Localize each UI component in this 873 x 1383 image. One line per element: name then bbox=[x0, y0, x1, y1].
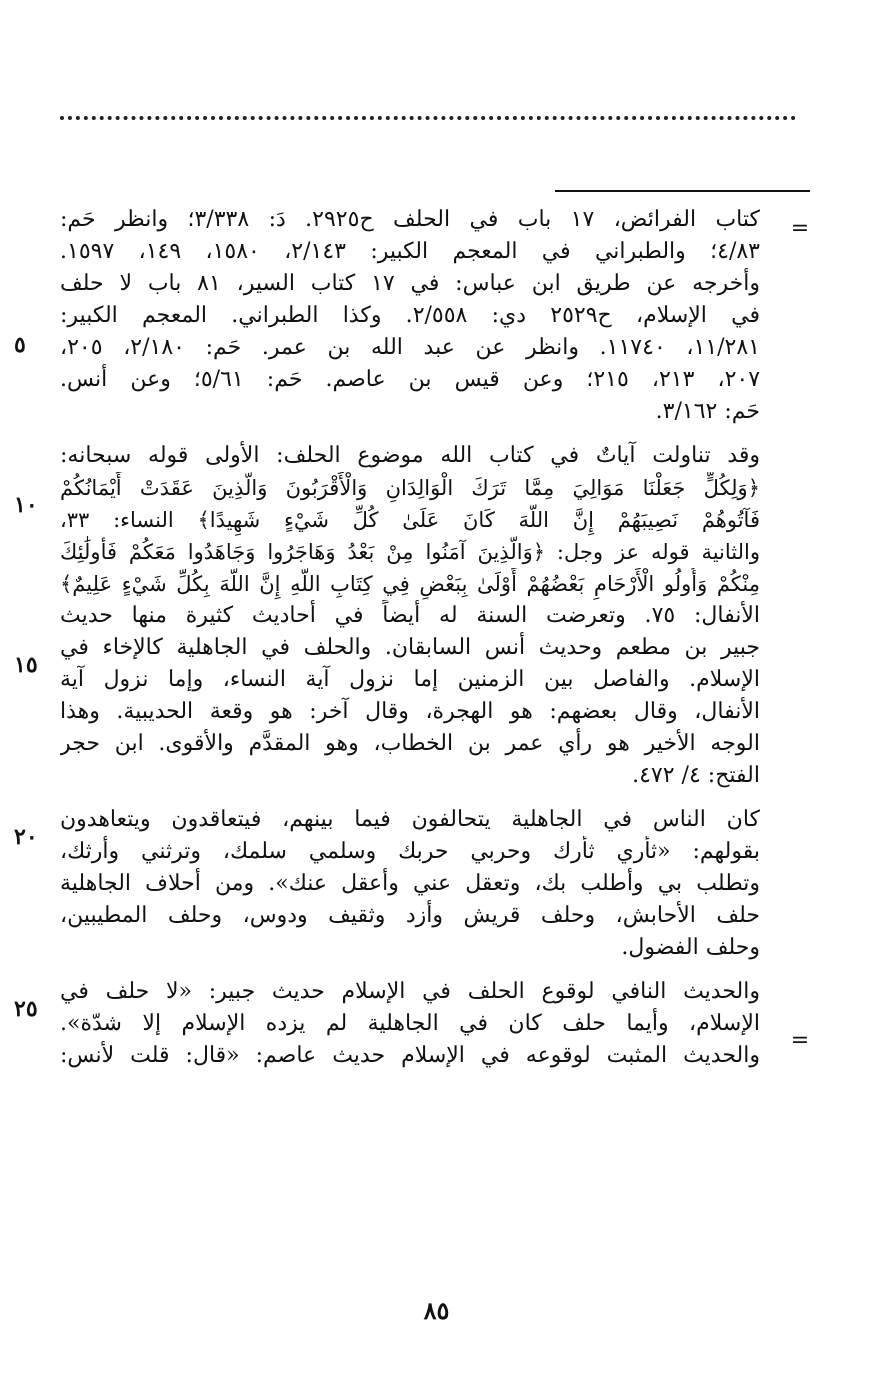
text-line: بقولهم: «ثأري ثأرك وحربي حربك وسلمي سلمك، وترثني وأرثك، bbox=[60, 839, 760, 864]
text-line: كان الناس في الجاهلية يتحالفون فيما بينهم، فيتعاقدون ويتعاهدون bbox=[60, 807, 760, 832]
text-line: وأخرجه عن طريق ابن عباس: في ١٧ كتاب السير، ٨١ باب لا حلف bbox=[60, 271, 760, 296]
text-line: وحلف الفضول. bbox=[621, 935, 760, 960]
text-line: ٤/٨٣؛ والطبراني في المعجم الكبير: ٢/١٤٣، ١٥٨٠، ١٤٩، ١٥٩٧. bbox=[60, 239, 760, 264]
text-line: الأنفال: ٧٥. وتعرضت السنة له أيضاً في أحاديث كثيرة منها حديث bbox=[60, 603, 760, 628]
text-line: الفتح: ٤/ ٤٧٢. bbox=[632, 763, 760, 788]
line-number: ٢٥ bbox=[14, 996, 38, 1022]
dotted-separator bbox=[60, 116, 796, 120]
text-line: الوجه الأخير هو رأي عمر بن الخطاب، وهو المقدَّم والأقوى. ابن حجر bbox=[60, 731, 760, 756]
line-number: ١٠ bbox=[14, 492, 38, 518]
text-line: الأنفال، وقال بعضهم: هو الهجرة، وقال آخر: هو وقعة الحديبية. وهذا bbox=[60, 699, 760, 724]
line-number: ٥ bbox=[14, 332, 26, 358]
text-line: الإسلام. والفاصل بين الزمنين إما نزول آية النساء، وإما نزول آية bbox=[60, 667, 760, 692]
text-line: كتاب الفرائض، ١٧ باب في الحلف ح٢٩٢٥. دَ: ٣/٣٣٨؛ وانظر حَم: bbox=[60, 207, 760, 232]
footnote-text bbox=[60, 204, 760, 1072]
quran-line: فَآتُوهُمْ نَصِيبَهُمْ إِنَّ اللَّهَ كَانَ عَلَىٰ كُلِّ شَيْءٍ شَهِيدًا﴾ النساء: ٣٣، bbox=[60, 508, 760, 532]
text-line: وقد تناولت آياتٌ في كتاب الله موضوع الحلف: الأولى قوله سبحانه: bbox=[60, 443, 760, 468]
text-line: حلف الأحابش، وحلف قريش وأزد وثقيف ودوس، وحلف المطيبين، bbox=[60, 903, 760, 928]
text-line: والحديث النافي لوقوع الحلف في الإسلام حديث جبير: «لا حلف في bbox=[60, 979, 760, 1004]
text-line: الإسلام، وأيما حلف كان في الجاهلية لم يزده الإسلام إلا شدّة». bbox=[60, 1011, 760, 1036]
page-number: ٨٥ bbox=[423, 1296, 450, 1325]
footnote-rule bbox=[555, 190, 810, 192]
line-number: ٢٠ bbox=[14, 824, 38, 850]
text-line: والحديث المثبت لوقوعه في الإسلام حديث عاصم: «قال: قلت لأنس: bbox=[60, 1043, 760, 1068]
quran-line: مِنْكُمْ وَأُولُو الْأَرْحَامِ بَعْضُهُمْ أَوْلَىٰ بِبَعْضٍ فِي كِتَابِ اللَّهِ إِنَّ اللَّهَ بِكُلِّ شَيْءٍ عَلِيمٌ﴾ bbox=[60, 572, 760, 596]
text-line: جبير بن مطعم وحديث أنس السابقان. والحلف في الجاهلية كالإخاء في bbox=[60, 635, 760, 660]
text-line: في الإسلام، ح٢٥٢٩ دي: ٢/٥٥٨. وكذا الطبراني. المعجم الكبير: bbox=[60, 303, 760, 328]
text-line: وتطلب بي وأطلب بك، وتعقل عني وأعقل عنك». ومن أحلاف الجاهلية bbox=[60, 871, 760, 896]
text-line: ٢٠٧، ٢١٣، ٢١٥؛ وعن قيس بن عاصم. حَم: ٥/٦١؛ وعن أنس. bbox=[60, 367, 760, 392]
continuation-marker: = bbox=[790, 216, 810, 241]
line-number: ١٥ bbox=[14, 652, 38, 678]
text-line: حَم: ٣/١٦٢. bbox=[655, 399, 760, 424]
continuation-marker-end: = bbox=[790, 1028, 810, 1053]
text-line: ١١/٢٨١، ١١٧٤٠. وانظر عن عبد الله بن عمر. حَم: ٢/١٨٠، ٢٠٥، bbox=[60, 335, 760, 360]
quran-line: ﴿وَلِكُلٍّ جَعَلْنَا مَوَالِيَ مِمَّا تَرَكَ الْوَالِدَانِ وَالْأَقْرَبُونَ وَالَّذِينَ عَقَدَتْ أَيْمَانُكُمْ bbox=[60, 476, 760, 500]
quran-line: والثانية قوله عز وجل: ﴿وَالَّذِينَ آمَنُوا مِنْ بَعْدُ وَهَاجَرُوا وَجَاهَدُوا مَعَكُمْ فَأُولَٰئِكَ bbox=[60, 540, 760, 564]
